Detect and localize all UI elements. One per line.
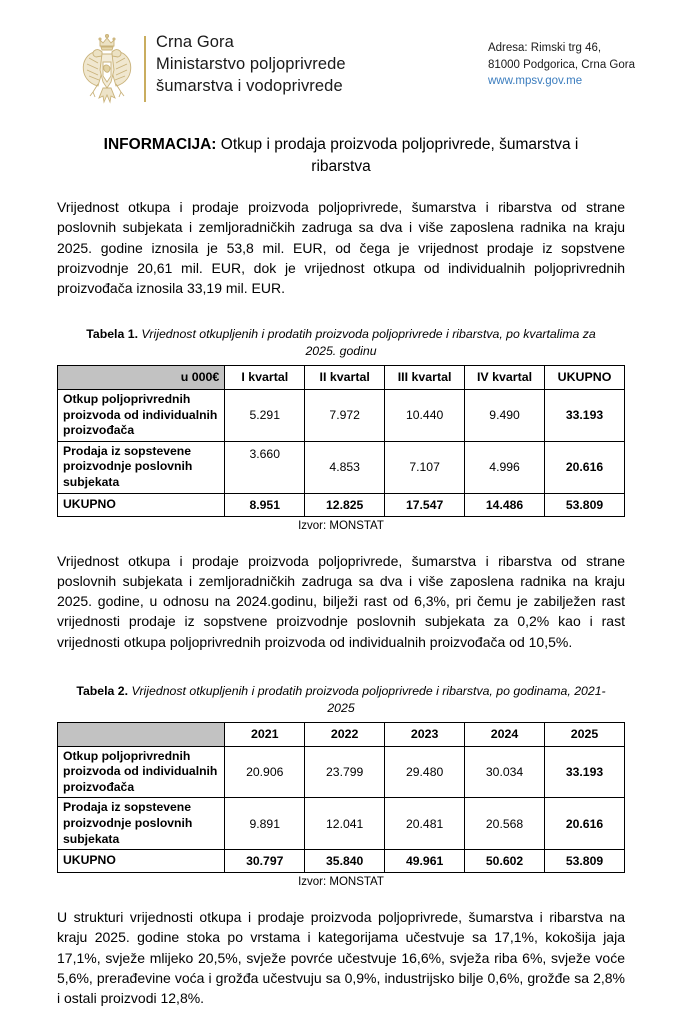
table2-source: Izvor: MONSTAT xyxy=(298,876,384,889)
table1-header-q4: IV kvartal xyxy=(465,365,545,389)
table2-total-2024: 50.602 xyxy=(465,850,545,873)
table1-source: Izvor: MONSTAT xyxy=(298,519,384,532)
table2-row1-2022: 23.799 xyxy=(305,746,385,798)
document-header xyxy=(0,0,679,108)
table1-header-unit: u 000€ xyxy=(58,365,225,389)
table2-caption-label: Tabela 2. xyxy=(76,684,129,699)
table1-header-q1: I kvartal xyxy=(225,365,305,389)
table1-total-q1: 8.951 xyxy=(225,493,305,516)
table-header-row xyxy=(58,722,625,746)
table2-row2-2024: 20.568 xyxy=(465,798,545,850)
table1-caption xyxy=(71,326,611,359)
ministry-website-link[interactable]: www.mpsv.gov.me xyxy=(487,75,583,88)
table2-header-2021: 2021 xyxy=(225,722,305,746)
country-name: Crna Gora xyxy=(156,33,234,51)
montenegro-coat-of-arms-icon xyxy=(78,32,136,108)
table2-total-2025: 53.809 xyxy=(545,850,625,873)
table2-row1-2021: 20.906 xyxy=(225,746,305,798)
page-title-kicker: INFORMACIJA: xyxy=(103,136,217,153)
ministry-name-block xyxy=(146,32,346,108)
table2-header-2025: 2025 xyxy=(545,722,625,746)
document-body xyxy=(0,134,679,1009)
table1-header-q2: II kvartal xyxy=(305,365,385,389)
table1-total-total: 53.809 xyxy=(545,493,625,516)
closing-paragraph: U strukturi vrijednosti otkupa i prodaje proizvoda poljoprivrede, šumarstva i ribarstva na kraju 2025. godine stoka po vrstama i kategorijama učestvuje sa 17,1%, kokošija jaja 17,1%, svježe mlijeko 20,5%, svježe povrće učestvuje 16,6%, svježa riba 6%, svježe voće 5,6%, prerađevine voća i grožđa učestvuju sa 0,9%, industrijsko bilje 0,6%, grožđe sa 2,8% i ostali proizvodi 12,8%. xyxy=(57,909,625,1007)
table2-row2-2023: 20.481 xyxy=(385,798,465,850)
table2-header-blank xyxy=(58,722,225,746)
table1-row1-total: 33.193 xyxy=(545,389,625,441)
table1-row1-q1: 5.291 xyxy=(225,389,305,441)
table-total-row xyxy=(58,493,625,516)
table-header-row xyxy=(58,365,625,389)
table2-row2-label: Prodaja iz sopstevene proizvodnje poslovnih subjekata xyxy=(58,798,225,850)
table1-row1-q3: 10.440 xyxy=(385,389,465,441)
spacer xyxy=(57,298,625,309)
page-title xyxy=(75,134,607,178)
table2-row2-2021: 9.891 xyxy=(225,798,305,850)
page-title-text: Otkup i prodaja proizvoda poljoprivrede, šumarstva i ribarstva xyxy=(216,136,579,175)
table2-total-label: UKUPNO xyxy=(58,850,225,873)
address-line-2: 81000 Podgorica, Crna Gora xyxy=(487,58,635,71)
table1-caption-label: Tabela 1. xyxy=(86,327,138,342)
middle-paragraph: Vrijednost otkupa i prodaje proizvoda poljoprivrede, šumarstva i ribarstva od strane poslovnih subjekata i zemljoradničkih zadruga sa dva i više zaposlena radnika na kraju 2025. godine, u odnosu na 2024.godinu, bilježi rast od 6,3%, pri čemu je zabilježen rast vrijednosti prodaje iz sopstvene proizvodnje poslovnih subjekata za 0,2% kao i rast vrijednosti otkupa poljoprivrednih proizvoda od individualnih proizvođača od 10,5%. xyxy=(57,552,625,650)
table2-row1-label: Otkup poljoprivrednih proizvoda od individualnih proizvođača xyxy=(58,746,225,798)
table1-row1-q4: 9.490 xyxy=(465,389,545,441)
table2-total-2022: 35.840 xyxy=(305,850,385,873)
table2-header-2023: 2023 xyxy=(385,722,465,746)
table1-total-q3: 17.547 xyxy=(385,493,465,516)
table1-row2-label: Prodaja iz sopstevene proizvodnje poslovnih subjekata xyxy=(58,441,225,493)
table1-row2-total: 20.616 xyxy=(545,441,625,493)
contact-address-block xyxy=(488,32,635,90)
table-quarterly-values xyxy=(57,365,625,517)
table1-header-total: UKUPNO xyxy=(545,365,625,389)
table2-caption xyxy=(71,683,611,716)
table-total-row xyxy=(58,850,625,873)
table2-caption-text: Vrijednost otkupljenih i prodatih proizvoda poljoprivrede i ribarstva, po godinama, 2021-2025 xyxy=(128,684,606,715)
table2-row2-2025: 20.616 xyxy=(545,798,625,850)
table1-total-label: UKUPNO xyxy=(58,493,225,516)
table2-row1-2025: 33.193 xyxy=(545,746,625,798)
table1-header-q3: III kvartal xyxy=(385,365,465,389)
table-row xyxy=(58,746,625,798)
intro-paragraph: Vrijednost otkupa i prodaje proizvoda poljoprivrede, šumarstva i ribarstva od strane poslovnih subjekata i zemljoradničkih zadruga sa dva i više zaposlena radnika na kraju 2025. godine iznosila je 53,8 mil. EUR, od čega je vrijednost prodaje iz sopstvene proizvodnje 20,61 mil. EUR, dok je vrijednost otkupa od individualnih poljoprivrednih proizvođača iznosila 33,19 mil. EUR. xyxy=(57,199,625,297)
table2-row2-2022: 12.041 xyxy=(305,798,385,850)
table2-total-2021: 30.797 xyxy=(225,850,305,873)
spacer xyxy=(57,652,625,666)
table2-header-2024: 2024 xyxy=(465,722,545,746)
ministry-name-line-2: šumarstva i vodoprivrede xyxy=(156,76,343,95)
table1-row2-q1: 3.660 xyxy=(225,441,305,493)
address-line-1: Adresa: Rimski trg 46, xyxy=(487,42,602,54)
table-row xyxy=(58,441,625,493)
table-row xyxy=(58,389,625,441)
table-row xyxy=(58,798,625,850)
table1-row2-q4: 4.996 xyxy=(465,441,545,493)
table1-row1-q2: 7.972 xyxy=(305,389,385,441)
table2-total-2023: 49.961 xyxy=(385,850,465,873)
table1-row2-q2: 4.853 xyxy=(305,441,385,493)
table-yearly-values xyxy=(57,722,625,874)
table1-row1-label: Otkup poljoprivrednih proizvoda od individualnih proizvođača xyxy=(58,389,225,441)
table1-row2-q3: 7.107 xyxy=(385,441,465,493)
table1-total-q2: 12.825 xyxy=(305,493,385,516)
table2-row1-2024: 30.034 xyxy=(465,746,545,798)
ministry-branding xyxy=(78,32,346,108)
ministry-name-line-1: Ministarstvo poljoprivrede xyxy=(156,54,346,73)
table1-total-q4: 14.486 xyxy=(465,493,545,516)
table2-row1-2023: 29.480 xyxy=(385,746,465,798)
table2-header-2022: 2022 xyxy=(305,722,385,746)
table1-caption-text: Vrijednost otkupljenih i prodatih proizvoda poljoprivrede i ribarstva, po kvartalima za 2025. godinu xyxy=(137,327,596,359)
